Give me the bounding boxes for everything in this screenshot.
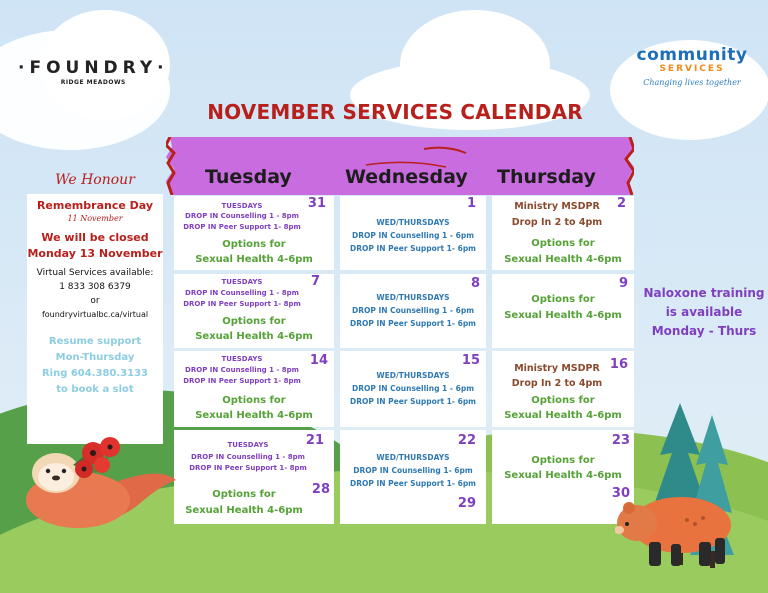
date-number: 2 <box>616 196 626 211</box>
calendar-cell <box>492 351 634 427</box>
drop-in-peer-support: DROP IN Peer Support 1- 8pm <box>183 223 301 231</box>
sexual-health: Sexual Health 4-6pm <box>504 410 622 421</box>
tuesdays-label: TUESDAYS <box>227 441 269 449</box>
otter-poppy-illustration <box>18 425 178 530</box>
options-for: Options for <box>531 238 595 249</box>
community-wordmark: community <box>636 45 748 65</box>
foundry-wordmark: ·FOUNDRY· <box>18 58 169 78</box>
foundry-subtitle: RIDGE MEADOWS <box>60 79 126 86</box>
sexual-health: Sexual Health 4-6pm <box>195 254 313 265</box>
date-number: 21 <box>305 433 324 448</box>
date-number: 9 <box>618 276 628 291</box>
calendar-cell <box>174 430 334 524</box>
drop-in-peer-support: DROP IN Peer Support 1- 8pm <box>189 464 307 472</box>
tuesdays-label: TUESDAYS <box>221 202 263 210</box>
date-number: 15 <box>461 353 480 368</box>
drop-in-peer-support: DROP IN Peer Support 1- 6pm <box>349 397 476 406</box>
date-number: 28 <box>311 482 330 497</box>
tuesdays-label: TUESDAYS <box>221 278 263 286</box>
sexual-health: Sexual Health 4-6pm <box>504 470 622 481</box>
drop-in-thursday: Drop In 2 to 4pm <box>511 217 603 228</box>
closed-line-1: We will be closed <box>41 231 149 244</box>
options-for: Options for <box>531 455 595 466</box>
community-tagline: Changing lives together <box>643 78 741 87</box>
resume-line-1: Resume support <box>48 336 142 347</box>
drop-in-counselling: DROP IN Counselling 1 - 6pm <box>351 231 475 240</box>
closed-line-2: Monday 13 November <box>27 247 163 260</box>
page-title: NOVEMBER SERVICES CALENDAR <box>207 100 583 124</box>
services-wordmark: SERVICES <box>659 64 725 74</box>
date-number: 31 <box>307 196 326 211</box>
resume-line-2: Mon-Thursday <box>55 352 135 363</box>
date-number: 16 <box>609 357 628 372</box>
ministry-msdpr: Ministry MSDPR <box>514 363 600 374</box>
calendar-cell <box>174 351 334 427</box>
calendar-cell <box>174 274 334 348</box>
wed-thursdays-label: WED/THURSDAYS <box>376 218 450 227</box>
drop-in-peer-support: DROP IN Peer Support 1- 6pm <box>349 479 476 488</box>
calendar-cell <box>492 430 634 524</box>
options-for: Options for <box>222 239 286 250</box>
we-honour-heading: We Honour <box>55 172 135 188</box>
sexual-health: Sexual Health 4-6pm <box>195 410 313 421</box>
options-for: Options for <box>222 395 286 406</box>
drop-in-counselling: DROP IN Counselling 1 - 8pm <box>191 453 305 461</box>
virtual-label: Virtual Services available: <box>36 268 154 278</box>
tuesdays-label: TUESDAYS <box>221 355 263 363</box>
sexual-health: Sexual Health 4-6pm <box>504 254 622 265</box>
calendar-cell <box>340 196 486 270</box>
sexual-health: Sexual Health 4-6pm <box>185 505 303 516</box>
naloxone-line-3: Monday - Thurs <box>651 324 757 338</box>
calendar-cell <box>492 274 634 348</box>
ministry-msdpr: Ministry MSDPR <box>514 201 600 212</box>
calendar-cell <box>174 196 334 270</box>
day-header-thursday: Thursday <box>497 166 596 188</box>
day-header-tuesday: Tuesday <box>205 166 292 188</box>
wed-thursdays-label: WED/THURSDAYS <box>376 371 450 380</box>
day-header-wednesday: Wednesday <box>345 166 468 188</box>
drop-in-peer-support: DROP IN Peer Support 1- 6pm <box>349 319 476 328</box>
bear-illustration <box>615 490 735 570</box>
options-for: Options for <box>212 489 276 500</box>
sidebar-notice <box>27 194 163 444</box>
naloxone-line-1: Naloxone training <box>643 286 765 300</box>
date-number: 7 <box>310 274 320 289</box>
naloxone-line-2: is available <box>665 305 743 319</box>
drop-in-peer-support: DROP IN Peer Support 1- 8pm <box>183 377 301 385</box>
remembrance-date: 11 November <box>67 214 123 223</box>
drop-in-thursday: Drop In 2 to 4pm <box>511 378 603 389</box>
sexual-health: Sexual Health 4-6pm <box>504 310 622 321</box>
drop-in-counselling: DROP IN Counselling 1 - 8pm <box>185 212 299 220</box>
date-number: 30 <box>611 486 630 501</box>
sexual-health: Sexual Health 4-6pm <box>195 331 313 342</box>
date-number: 22 <box>457 433 476 448</box>
options-for: Options for <box>531 294 595 305</box>
wed-thursdays-label: WED/THURSDAYS <box>376 453 450 462</box>
drop-in-counselling: DROP IN Counselling 1 - 8pm <box>185 366 299 374</box>
drop-in-peer-support: DROP IN Peer Support 1- 6pm <box>349 244 476 253</box>
drop-in-counselling: DROP IN Counselling 1- 6pm <box>353 466 473 475</box>
virtual-url[interactable]: foundryvirtualbc.ca/virtual <box>41 310 149 319</box>
naloxone-notice <box>640 284 768 341</box>
remembrance-day: Remembrance Day <box>36 199 154 212</box>
calendar-cell <box>340 351 486 427</box>
drop-in-counselling: DROP IN Counselling 1 - 8pm <box>185 289 299 297</box>
date-number: 29 <box>457 496 476 511</box>
community-services-logo <box>636 46 748 87</box>
date-number: 8 <box>470 276 480 291</box>
date-number: 14 <box>309 353 328 368</box>
date-number: 1 <box>466 196 476 211</box>
drop-in-counselling: DROP IN Counselling 1 - 6pm <box>351 384 475 393</box>
resume-line-3: Ring 604.380.3133 <box>41 368 149 379</box>
wed-thursdays-label: WED/THURSDAYS <box>376 293 450 302</box>
virtual-or: or <box>90 296 100 306</box>
drop-in-counselling: DROP IN Counselling 1 - 6pm <box>351 306 475 315</box>
calendar-cell <box>492 196 634 270</box>
options-for: Options for <box>531 395 595 406</box>
virtual-phone: 1 833 308 6379 <box>59 282 131 292</box>
drop-in-peer-support: DROP IN Peer Support 1- 8pm <box>183 300 301 308</box>
date-number: 23 <box>611 433 630 448</box>
calendar-cell <box>340 430 486 524</box>
foundry-logo <box>18 58 169 86</box>
calendar-cell <box>340 274 486 348</box>
resume-line-4: to book a slot <box>56 384 134 395</box>
options-for: Options for <box>222 316 286 327</box>
